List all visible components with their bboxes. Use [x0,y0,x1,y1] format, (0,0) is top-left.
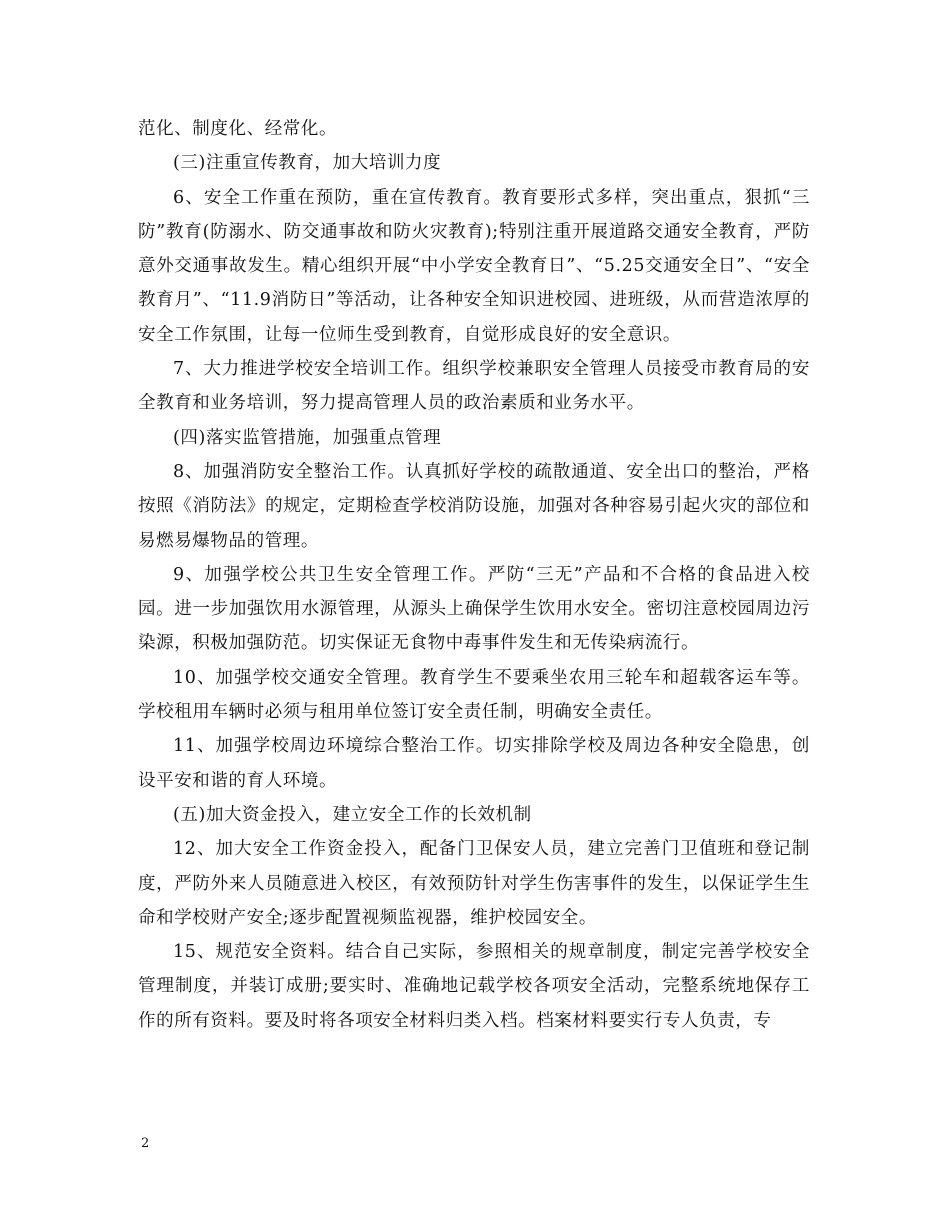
section-heading-3: (三)注重宣传教育，加大培训力度 [173,153,442,174]
section-heading-5: (五)加大资金投入，建立安全工作的长效机制 [173,804,532,825]
paragraph-item-9: 9、加强学校公共卫生安全管理工作。严防“三无”产品和不合格的食品进入校园。进一步加强饮用水源管理，从源头上确保学生饮用水安全。密切注意校园周边污染源，积极加强防范。切实保证无食物中毒事件发生和无传染病流行。 [138,564,810,654]
page-number: 2 [141,1136,150,1151]
section-heading-4: (四)落实监管措施，加强重点管理 [173,427,442,448]
paragraph-item-15: 15、规范安全资料。结合自己实际，参照相关的规章制度，制定完善学校安全管理制度，并装订成册;要实时、准确地记载学校各项安全活动，完整系统地保存工作的所有资料。要及时将各项安全材料归类入档。档案材料要实行专人负责，专 [138,942,810,1031]
paragraph-item-8: 8、加强消防安全整治工作。认真抓好学校的疏散通道、安全出口的整治，严格按照《消防法》的规定，定期检查学校消防设施，加强对各种容易引起火灾的部位和易燃易爆物品的管理。 [138,461,810,551]
paragraph-item-10: 10、加强学校交通安全管理。教育学生不要乘坐农用三轮车和超载客运车等。学校租用车辆时必须与租用单位签订安全责任制，明确安全责任。 [138,667,810,723]
paragraph-item-7: 7、大力推进学校安全培训工作。组织学校兼职安全管理人员接受市教育局的安全教育和业务培训，努力提高管理人员的政治素质和业务水平。 [138,359,810,414]
paragraph-item-11: 11、加强学校周边环境综合整治工作。切实排除学校及周边各种安全隐患，创设平安和谐的育人环境。 [138,736,810,791]
paragraph-item-12: 12、加大安全工作资金投入，配备门卫保安人员，建立完善门卫值班和登记制度，严防外来人员随意进入校区，有效预防针对学生伤害事件的发生，以保证学生生命和学校财产安全;逐步配置视频监视器，维护校园安全。 [138,839,810,928]
document-body [138,112,810,1038]
paragraph-item-6: 6、安全工作重在预防，重在宣传教育。教育要形式多样，突出重点，狠抓“三防”教育(防溺水、防交通事故和防火灾教育);特别注重开展道路交通安全教育，严防意外交通事故发生。精心组织开展“中小学安全教育日”、“5.25交通安全日”、“安全教育月”、“11.9消防日”等活动，让各种安全知识进校园、进班级，从而营造浓厚的安全工作氛围，让每一位师生受到教育，自觉形成良好的安全意识。 [138,187,810,345]
paragraph-continuation: 范化、制度化、经常化。 [138,119,338,139]
